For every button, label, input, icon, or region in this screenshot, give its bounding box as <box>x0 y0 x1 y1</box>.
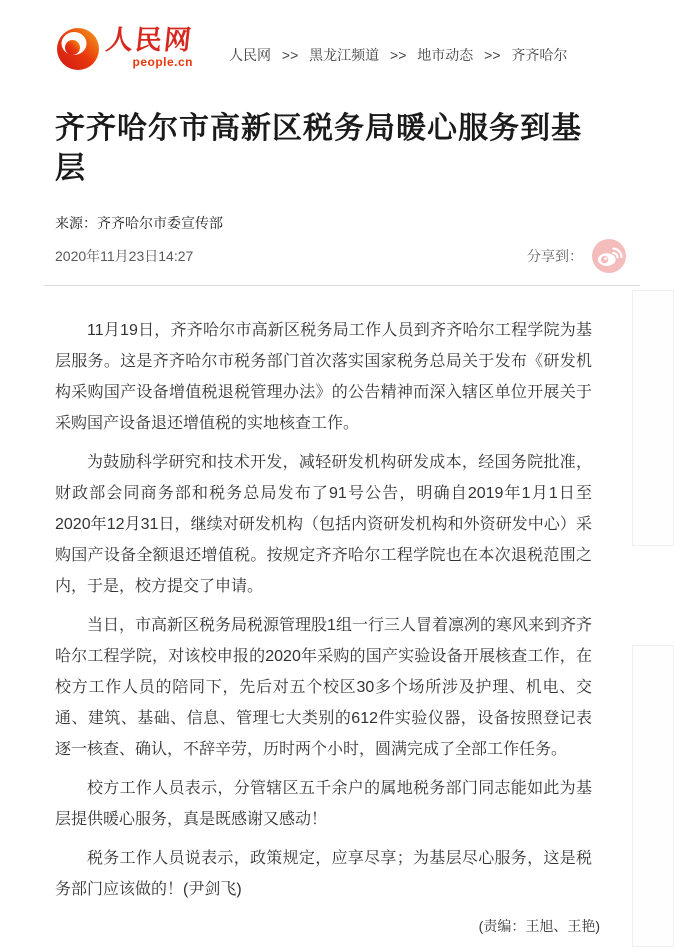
sidebar-box-bottom <box>632 645 674 947</box>
breadcrumb-item-channel[interactable]: 黑龙江频道 <box>309 47 380 63</box>
breadcrumb-separator: >> <box>390 47 407 63</box>
people-logo-swirl-icon <box>55 26 101 77</box>
breadcrumb-item-city[interactable]: 齐齐哈尔 <box>511 47 568 63</box>
article-source: 来源：齐齐哈尔市委宣传部 <box>55 215 223 231</box>
breadcrumb-item-section[interactable]: 地市动态 <box>417 47 474 63</box>
meta-divider <box>44 285 640 286</box>
article-meta-row <box>55 238 626 274</box>
article-body <box>55 315 592 905</box>
breadcrumb <box>229 26 567 65</box>
breadcrumb-separator: >> <box>484 47 501 63</box>
page-title: 齐齐哈尔市高新区税务局暖心服务到基层 <box>55 112 582 185</box>
sidebar-box-top <box>632 290 674 546</box>
people-logo[interactable] <box>55 26 193 77</box>
logo-text <box>106 26 193 69</box>
share-label: 分享到： <box>527 248 583 264</box>
logo-en-text: people.cn <box>132 55 193 69</box>
paragraph: 税务工作人员说表示，政策规定，应享尽享；为基层尽心服务，这是税务部门应该做的！(尹剑飞) <box>55 850 592 898</box>
paragraph: 为鼓励科学研究和技术开发，减轻研发机构研发成本，经国务院批准，财政部会同商务部和税务总局发布了91号公告，明确自2019年1月1日至2020年12月31日，继续对研发机构（包括内资研发机构和外资研发中心）采购国产设备全额退还增值税。按规定齐齐哈尔工程学院也在本次退税范围之内，于是，校方提交了申请。 <box>55 454 592 595</box>
site-header <box>0 0 640 78</box>
breadcrumb-item-home[interactable]: 人民网 <box>229 47 271 63</box>
paragraph: 11月19日，齐齐哈尔市高新区税务局工作人员到齐齐哈尔工程学院为基层服务。这是齐齐哈尔市税务部门首次落实国家税务总局关于发布《研发机构采购国产设备增值税退税管理办法》的公告精神而深入辖区单位开展关于采购国产设备退还增值税的实地核查工作。 <box>55 322 592 432</box>
paragraph: 校方工作人员表示，分管辖区五千余户的属地税务部门同志能如此为基层提供暖心服务，真是既感谢又感动！ <box>55 780 592 828</box>
share-bar <box>527 239 626 273</box>
share-weibo-button[interactable] <box>592 239 626 273</box>
editor-note: (责编：王旭、王艳) <box>478 918 600 934</box>
logo-cn-text: 人民网 <box>104 25 195 55</box>
paragraph: 当日，市高新区税务局税源管理股1组一行三人冒着凛冽的寒风来到齐齐哈尔工程学院，对该校申报的2020年采购的国产实验设备开展核查工作，在校方工作人员的陪同下，先后对五个校区30多个场所涉及护理、机电、交通、建筑、基础、信息、管理七大类别的612件实验仪器，设备按照登记表逐一核查、确认，不辞辛劳，历时两个小时，圆满完成了全部工作任务。 <box>55 617 592 758</box>
weibo-icon <box>592 239 626 273</box>
breadcrumb-separator: >> <box>281 47 299 63</box>
article-date: 2020年11月23日14:27 <box>55 248 194 264</box>
